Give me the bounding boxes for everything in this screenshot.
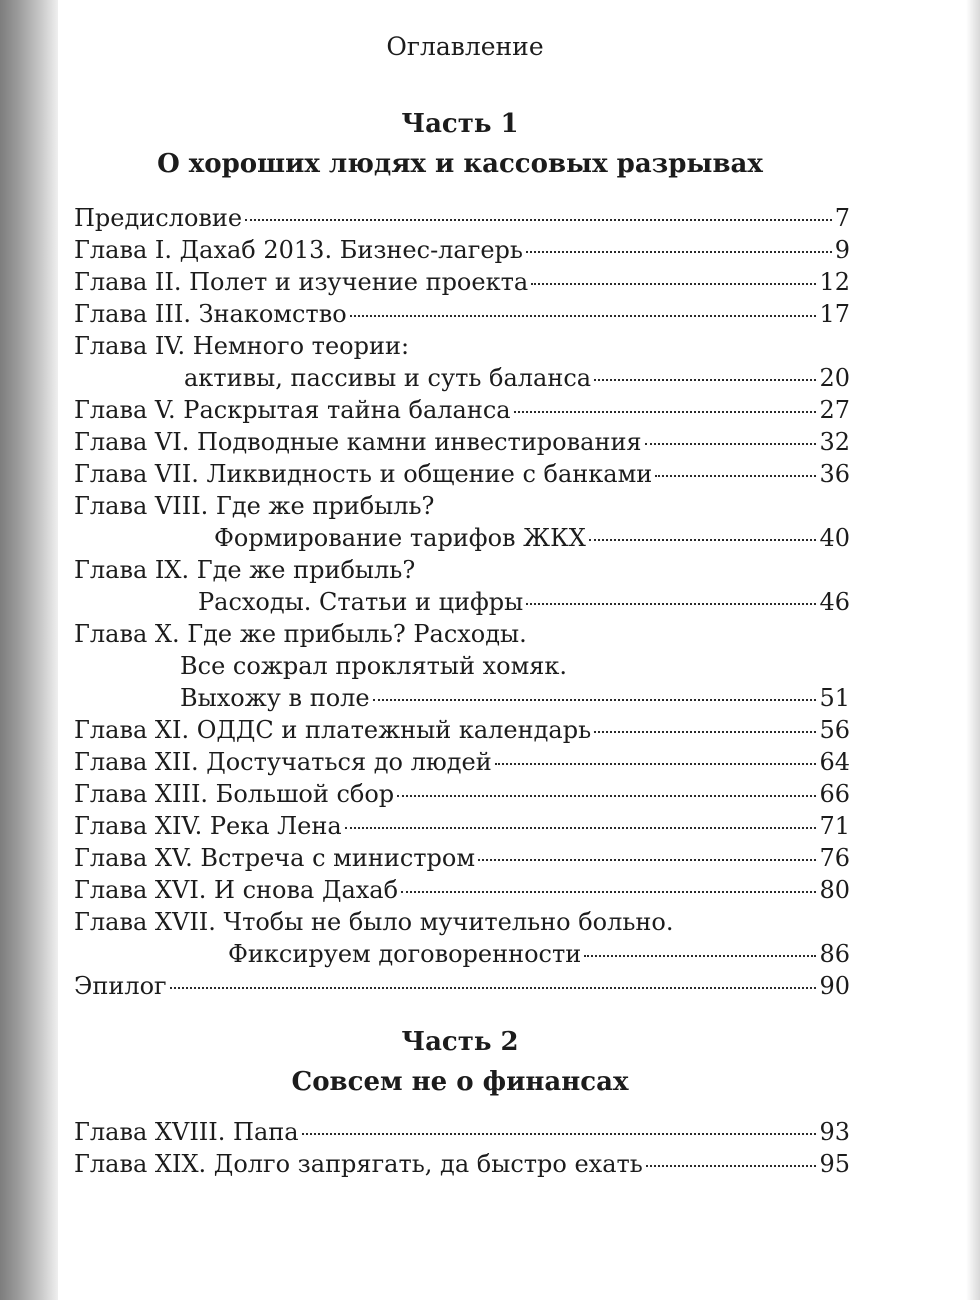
toc-entry-text: активы, пассивы и суть баланса [184,364,592,392]
page-spine-shadow [0,0,58,1300]
part-1-number: Часть 1 [401,109,519,139]
toc-page-number: 46 [819,588,850,616]
toc-entry-continuation [74,682,850,714]
toc-leader-dots [478,859,816,861]
toc-page-number: 27 [819,396,850,424]
toc-leader-dots [531,283,816,285]
toc-entry [74,394,850,426]
toc-page-number: 95 [819,1150,850,1178]
toc-entry-continuation [74,362,850,394]
toc-leader-dots [170,987,817,989]
toc-entry-text: Все сожрал проклятый хомяк. [180,652,568,680]
toc-entry [74,1116,850,1148]
toc-part-2 [74,1116,850,1180]
toc-entry-text: Расходы. Статьи и цифры [198,588,524,616]
toc-leader-dots [589,539,817,541]
toc-entry-text: Глава I. Дахаб 2013. Бизнес-лагерь [74,236,523,264]
toc-leader-dots [514,411,817,413]
part-1-heading [60,104,860,184]
toc-entry [74,234,850,266]
toc-page-number: 80 [819,876,850,904]
toc-leader-dots [594,379,816,381]
toc-entry [74,842,850,874]
toc-entry-text: Глава XI. ОДДС и платежный календарь [74,716,592,744]
toc-entry [74,426,850,458]
toc-entry-text: Глава II. Полет и изучение проекта [74,268,529,296]
toc-leader-dots [350,315,817,317]
toc-entry-text: Глава IV. Немного теории: [74,332,410,360]
toc-page-number: 9 [834,236,850,264]
part-2-number: Часть 2 [401,1027,519,1057]
toc-entry-continuation [74,650,850,682]
toc-entry [74,970,850,1002]
toc-entry-text: Глава VIII. Где же прибыль? [74,492,435,520]
toc-leader-dots [495,763,817,765]
toc-page-number: 20 [819,364,850,392]
toc-entry [74,778,850,810]
part-1-name: О хороших людях и кассовых разрывах [157,149,763,179]
toc-page-number: 93 [819,1118,850,1146]
toc-leader-dots [401,891,816,893]
toc-page-number: 32 [819,428,850,456]
toc-entry [74,490,850,522]
toc-leader-dots [655,475,816,477]
toc-entry-continuation [74,938,850,970]
toc-leader-dots [397,795,816,797]
toc-entry-text: Предисловие [74,204,243,232]
toc-part-1 [74,202,850,1002]
toc-entry [74,1148,850,1180]
toc-entry [74,458,850,490]
toc-entry-text: Глава VI. Подводные камни инвестирования [74,428,642,456]
toc-entry-text: Глава XVIII. Папа [74,1118,299,1146]
toc-page-number: 76 [819,844,850,872]
toc-entry [74,714,850,746]
toc-page-number: 36 [819,460,850,488]
toc-entry-text: Формирование тарифов ЖКХ [214,524,586,552]
toc-leader-dots [584,955,816,957]
toc-leader-dots [373,699,817,701]
toc-page-number: 17 [819,300,850,328]
toc-entry [74,906,850,938]
toc-leader-dots [245,219,832,221]
toc-leader-dots [345,827,817,829]
toc-entry [74,618,850,650]
toc-leader-dots [645,443,817,445]
toc-entry-text: Глава XIX. Долго запрягать, да быстро ехать [74,1150,643,1178]
toc-entry-text: Глава III. Знакомство [74,300,347,328]
toc-entry-text: Глава IX. Где же прибыль? [74,556,416,584]
toc-page-number: 86 [819,940,850,968]
toc-entry [74,874,850,906]
toc-page-number: 12 [819,268,850,296]
toc-entry-continuation [74,586,850,618]
toc-entry-text: Фиксируем договоренности [228,940,582,968]
toc-leader-dots [526,603,816,605]
toc-page-number: 56 [819,716,850,744]
toc-leader-dots [594,731,816,733]
toc-entry [74,298,850,330]
toc-leader-dots [646,1165,817,1167]
page-edge-shadow [966,0,980,1300]
toc-entry [74,266,850,298]
toc-page-number: 7 [834,204,850,232]
toc-entry-text: Глава XIII. Большой сбор [74,780,395,808]
toc-entry [74,202,850,234]
toc-entry-text: Глава XIV. Река Лена [74,812,342,840]
toc-page-number: 71 [819,812,850,840]
toc-entry [74,330,850,362]
page-title: Оглавление [386,32,544,61]
toc-page-number: 40 [819,524,850,552]
toc-page-number: 51 [819,684,850,712]
toc-entry-text: Глава X. Где же прибыль? Расходы. [74,620,527,648]
toc-entry-text: Глава XVI. И снова Дахаб [74,876,399,904]
toc-entry-text: Глава XVII. Чтобы не было мучительно больно. [74,908,674,936]
toc-entry-text: Выхожу в поле [180,684,370,712]
toc-entry-continuation [74,522,850,554]
part-2-name: Совсем не о финансах [291,1067,629,1097]
toc-page-number: 90 [819,972,850,1000]
toc-entry-text: Эпилог [74,972,167,1000]
toc-entry [74,554,850,586]
toc-entry-text: Глава XV. Встреча с министром [74,844,476,872]
toc-entry [74,810,850,842]
toc-leader-dots [526,251,832,253]
toc-page-number: 66 [819,780,850,808]
toc-entry-text: Глава XII. Достучаться до людей [74,748,492,776]
toc-leader-dots [302,1133,817,1135]
toc-page-number: 64 [819,748,850,776]
part-2-heading [60,1022,860,1102]
toc-entry [74,746,850,778]
toc-entry-text: Глава V. Раскрытая тайна баланса [74,396,511,424]
toc-entry-text: Глава VII. Ликвидность и общение с банками [74,460,653,488]
